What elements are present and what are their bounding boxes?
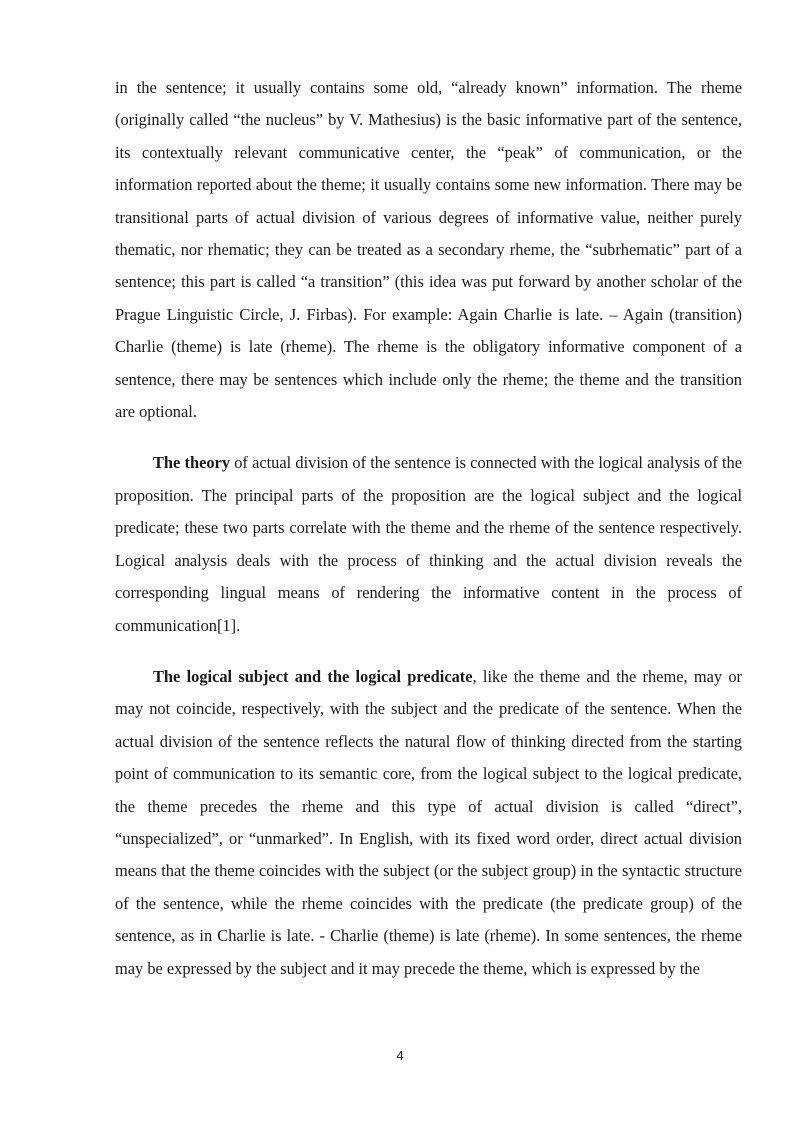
- page-number: 4: [396, 1048, 404, 1063]
- document-page: [115, 72, 742, 985]
- paragraph-logical-subject: [115, 661, 742, 985]
- paragraph-text: , like the theme and the rheme, may or may not coincide, respectively, with the subject and the predicate of the sentence. When the actual division of the sentence reflects the natural flow of thinking directed from the starting point of communication to its semantic core, from the logical subject to the logical predicate, the theme precedes the rheme and this type of actual division is called “direct”, “unspecialized”, or “unmarked”. In English, with its fixed word order, direct actual division means that the theme coincides with the subject (or the subject group) in the syntactic structure of the sentence, while the rheme coincides with the predicate (the predicate group) of the sentence, as in Charlie is late. - Charlie (theme) is late (rheme). In some sentences, the rheme may be expressed by the subject and it may precede the theme, which is expressed by the: [115, 666, 742, 978]
- paragraph-the-theory: [115, 447, 742, 641]
- paragraph-text: in the sentence; it usually contains some old, “already known” information. The rheme (originally called “the nucleus” by V. Mathesius) is the basic informative part of the sentence, its contextually relevant communicative center, the “peak” of communication, or the information reported about the theme; it usually contains some new information. There may be transitional parts of actual division of various degrees of informative value, neither purely thematic, nor rhematic; they can be treated as a secondary rheme, the “subrhematic” part of a sentence; this part is called “a transition” (this idea was put forward by another scholar of the Prague Linguistic Circle, J. Firbas). For example: Again Charlie is late. – Again (transition) Charlie (theme) is late (rheme). The rheme is the obligatory informative component of a sentence, there may be sentences which include only the rheme; the theme and the transition are optional.: [115, 78, 742, 422]
- paragraph-theme-rheme: [115, 72, 742, 428]
- paragraph-lead-bold: The theory: [153, 453, 231, 473]
- paragraph-text: of actual division of the sentence is connected with the logical analysis of the proposition. The principal parts of the proposition are the logical subject and the logical predicate; these two parts correlate with the theme and the rheme of the sentence respectively. Logical analysis deals with the process of thinking and the actual division reveals the corresponding lingual means of rendering the informative content in the process of communication[1].: [115, 453, 743, 635]
- paragraph-lead-bold: The logical subject and the logical predicate: [153, 666, 473, 686]
